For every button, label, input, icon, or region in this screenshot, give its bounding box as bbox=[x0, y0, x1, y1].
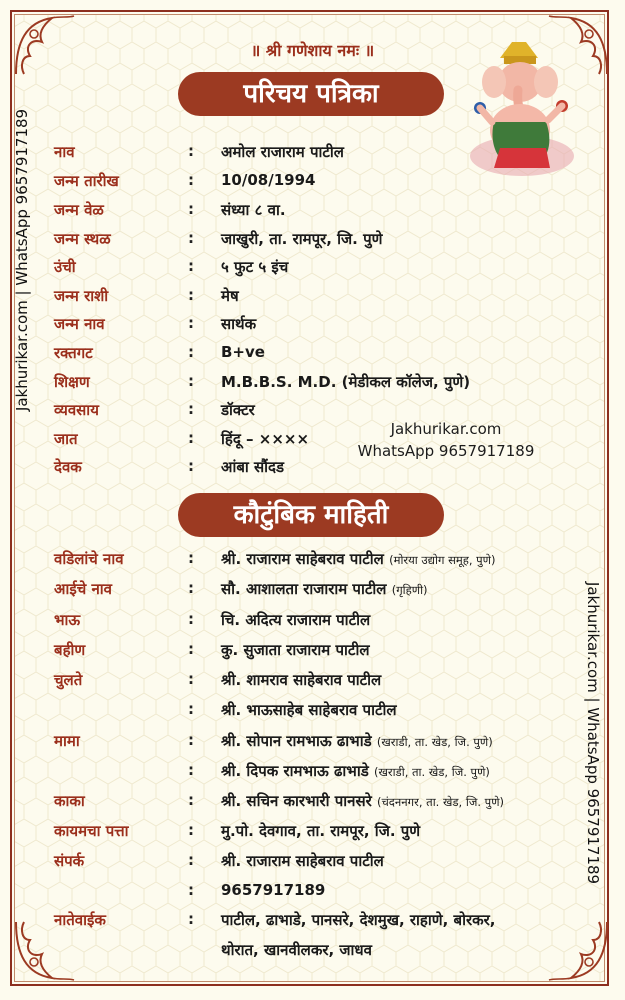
family-row bbox=[54, 700, 614, 728]
field-label: मामा bbox=[54, 732, 80, 750]
value-text: श्री. दिपक रामभाऊ ढाभाडे bbox=[221, 762, 369, 780]
value-text: श्री. सोपान रामभाऊ ढाभाडे bbox=[221, 732, 372, 750]
info-row bbox=[54, 400, 614, 428]
family-row bbox=[54, 670, 614, 698]
value-note: (गृहिणी) bbox=[391, 583, 428, 597]
colon: : bbox=[188, 579, 194, 597]
info-row bbox=[54, 372, 614, 400]
field-label: जात bbox=[54, 430, 78, 448]
colon: : bbox=[188, 257, 194, 275]
field-label: वडिलांचे नाव bbox=[54, 550, 124, 568]
field-value: संध्या ८ वा. bbox=[221, 201, 286, 219]
value-text: चि. अदित्य राजाराम पाटील bbox=[221, 611, 371, 629]
colon: : bbox=[188, 731, 194, 749]
field-label: व्यवसाय bbox=[54, 401, 99, 419]
value-note: (चंदननगर, ता. खेड, जि. पुणे) bbox=[376, 795, 505, 809]
family-row bbox=[54, 549, 614, 577]
field-label: शिक्षण bbox=[54, 373, 90, 391]
info-row bbox=[54, 171, 614, 199]
watermark-phone: WhatsApp 9657917189 bbox=[357, 442, 535, 460]
field-value bbox=[221, 549, 495, 569]
colon: : bbox=[188, 640, 194, 658]
info-row bbox=[54, 142, 614, 170]
family-row bbox=[54, 640, 614, 668]
info-row bbox=[54, 286, 614, 314]
field-label: रक्तगट bbox=[54, 344, 93, 362]
info-row bbox=[54, 314, 614, 342]
field-value: M.B.B.S. M.D. (मेडीकल कॉलेज, पुणे) bbox=[221, 373, 471, 391]
field-value: सार्थक bbox=[221, 315, 257, 333]
colon: : bbox=[188, 610, 194, 628]
field-label: काका bbox=[54, 792, 85, 810]
field-value: 10/08/1994 bbox=[221, 171, 316, 189]
shloka-heading: ॥ श्री गणेशाय नमः ॥ bbox=[250, 41, 375, 60]
field-label: नाव bbox=[54, 143, 75, 161]
colon: : bbox=[188, 910, 194, 928]
value-text: थोरात, खानवीलकर, जाधव bbox=[221, 941, 372, 959]
value-text: श्री. शामराव साहेबराव पाटील bbox=[221, 671, 382, 689]
field-label: आईचे नाव bbox=[54, 580, 112, 598]
info-row bbox=[54, 429, 614, 457]
field-value bbox=[221, 910, 495, 930]
family-row bbox=[54, 940, 614, 968]
colon: : bbox=[188, 314, 194, 332]
value-note: (मोरया उद्योग समूह, पुणे) bbox=[389, 553, 496, 567]
family-row bbox=[54, 910, 614, 938]
colon: : bbox=[188, 791, 194, 809]
value-text: श्री. सचिन कारभारी पानसरे bbox=[221, 792, 372, 810]
colon: : bbox=[188, 851, 194, 869]
field-value: जाखुरी, ता. रामपूर, जि. पुणे bbox=[221, 230, 383, 248]
field-label: संपर्क bbox=[54, 852, 85, 870]
colon: : bbox=[188, 761, 194, 779]
info-row bbox=[54, 200, 614, 228]
field-value: ५ फुट ५ इंच bbox=[221, 258, 289, 276]
field-value bbox=[221, 670, 381, 690]
family-row bbox=[54, 579, 614, 607]
field-value bbox=[221, 731, 493, 751]
field-label: भाऊ bbox=[54, 611, 81, 629]
colon: : bbox=[188, 286, 194, 304]
field-value: अमोल राजाराम पाटील bbox=[221, 143, 344, 161]
colon: : bbox=[188, 821, 194, 839]
field-label: देवक bbox=[54, 458, 82, 476]
colon: : bbox=[188, 372, 194, 390]
info-row bbox=[54, 229, 614, 257]
field-label: नातेवाईक bbox=[54, 911, 106, 929]
value-text: श्री. राजाराम साहेबराव पाटील bbox=[221, 550, 384, 568]
field-value bbox=[221, 761, 490, 781]
colon: : bbox=[188, 200, 194, 218]
info-row bbox=[54, 457, 614, 485]
value-text: कु. सुजाता राजाराम पाटील bbox=[221, 641, 370, 659]
info-row bbox=[54, 343, 614, 371]
field-label: जन्म राशी bbox=[54, 287, 109, 305]
field-label: कायमचा पत्ता bbox=[54, 822, 129, 840]
field-label: जन्म स्थळ bbox=[54, 230, 111, 248]
field-value: मेष bbox=[221, 287, 239, 305]
family-row bbox=[54, 610, 614, 638]
field-value: आंबा सौंदड bbox=[221, 458, 285, 476]
field-value bbox=[221, 881, 325, 899]
field-value: हिंदू – ×××× bbox=[221, 430, 310, 448]
field-value bbox=[221, 851, 384, 871]
colon: : bbox=[188, 400, 194, 418]
colon: : bbox=[188, 429, 194, 447]
value-note: (खराडी, ता. खेड, जि. पुणे) bbox=[373, 765, 490, 779]
field-value: डॉक्टर bbox=[221, 401, 255, 419]
value-text: श्री. भाऊसाहेब साहेबराव पाटील bbox=[221, 701, 397, 719]
field-value bbox=[221, 821, 420, 841]
colon: : bbox=[188, 457, 194, 475]
field-label: चुलते bbox=[54, 671, 83, 689]
value-text: श्री. राजाराम साहेबराव पाटील bbox=[221, 852, 384, 870]
colon: : bbox=[188, 549, 194, 567]
family-row bbox=[54, 881, 614, 909]
family-row bbox=[54, 791, 614, 819]
family-row bbox=[54, 761, 614, 789]
value-text: 9657917189 bbox=[221, 881, 326, 899]
info-row bbox=[54, 257, 614, 285]
field-value bbox=[221, 700, 397, 720]
colon: : bbox=[188, 881, 194, 899]
watermark-site: Jakhurikar.com bbox=[390, 420, 502, 438]
value-text: पाटील, ढाभाडे, पानसरे, देशमुख, राहाणे, बोरकर, bbox=[221, 911, 496, 929]
value-text: सौ. आशालता राजाराम पाटील bbox=[221, 580, 387, 598]
colon: : bbox=[188, 171, 194, 189]
colon: : bbox=[188, 700, 194, 718]
field-label: जन्म नाव bbox=[54, 315, 105, 333]
value-text: मु.पो. देवगाव, ता. रामपूर, जि. पुणे bbox=[221, 822, 421, 840]
field-value bbox=[221, 610, 370, 630]
field-value: B+ve bbox=[221, 343, 265, 361]
field-label: बहीण bbox=[54, 641, 86, 659]
family-row bbox=[54, 731, 614, 759]
family-row bbox=[54, 851, 614, 879]
colon: : bbox=[188, 229, 194, 247]
value-note: (खराडी, ता. खेड, जि. पुणे) bbox=[376, 735, 493, 749]
side-text-left: Jakhurikar.com | WhatsApp 9657917189 bbox=[13, 108, 31, 412]
section-title-family: कौटुंबिक माहिती bbox=[178, 493, 444, 537]
colon: : bbox=[188, 670, 194, 688]
field-label: उंची bbox=[54, 258, 76, 276]
field-value bbox=[221, 940, 372, 960]
section-title-biodata: परिचय पत्रिका bbox=[178, 72, 444, 116]
family-row bbox=[54, 821, 614, 849]
field-label: जन्म तारीख bbox=[54, 172, 119, 190]
field-value bbox=[221, 791, 504, 811]
field-label: जन्म वेळ bbox=[54, 201, 104, 219]
colon: : bbox=[188, 142, 194, 160]
colon: : bbox=[188, 343, 194, 361]
field-value bbox=[221, 640, 370, 660]
field-value bbox=[221, 579, 428, 599]
side-text-right: Jakhurikar.com | WhatsApp 9657917189 bbox=[584, 581, 602, 885]
